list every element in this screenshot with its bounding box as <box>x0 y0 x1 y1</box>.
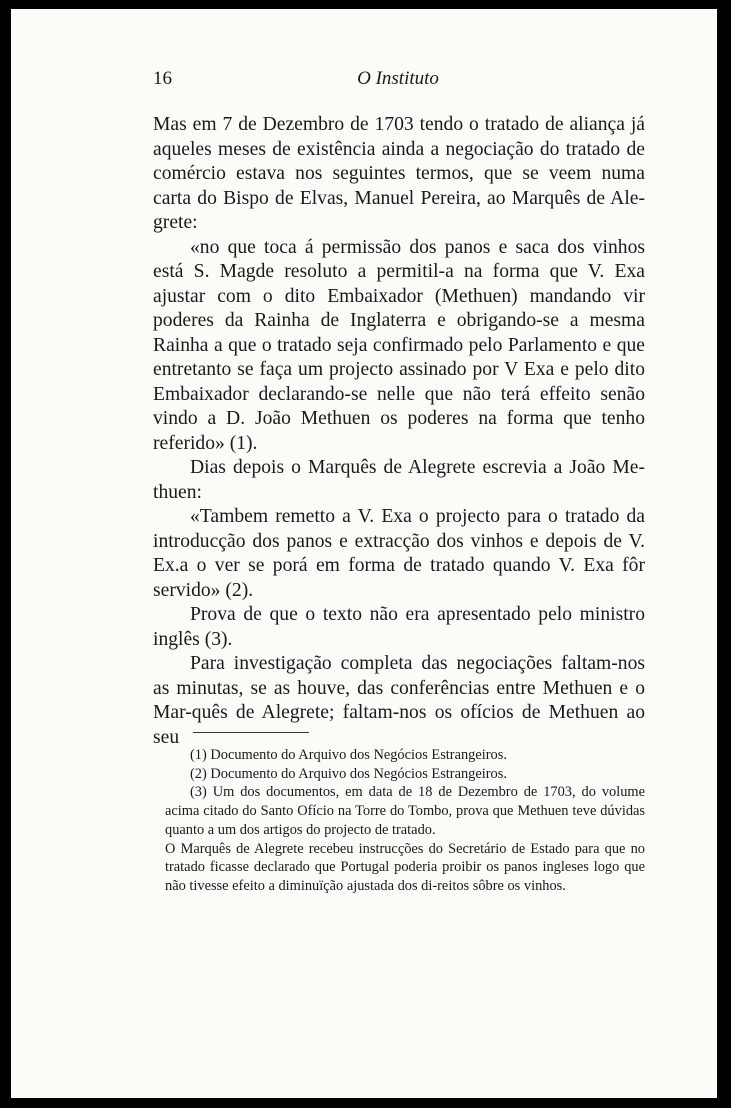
footnotes <box>165 746 645 896</box>
paragraph-5: Prova de que o texto não era apresentado pelo ministro inglês (3). <box>153 604 645 650</box>
footnote-3: (3) Um dos documentos, em data de 18 de Dezembro de 1703, do volume acima citado do Santo Ofício na Torre do Tombo, prova que Methuen teve dúvidas quanto a um dos artigos do projecto de tratado. <box>165 784 645 838</box>
paragraph-6: Para investigação completa das negociações faltam-nos as minutas, se as houve, das conferências entre Methuen e o Mar-quês de Alegrete; faltam-nos os ofícios de Methuen ao seu <box>153 653 645 748</box>
paragraph-1: Mas em 7 de Dezembro de 1703 tendo o tratado de aliança já aqueles meses de existência ainda a negociação do tratado de comércio estava nos seguintes termos, que se veem numa carta do Bispo de Elvas, Manuel Pereira, ao Marquês de Ale-grete: <box>153 114 645 233</box>
footnote-1: (1) Documento do Arquivo dos Negócios Estrangeiros. <box>190 747 507 763</box>
quote-letter-1: «no que toca á permissão dos panos e saca dos vinhos está S. Magde resoluto a permitil-a na forma que V. Exa ajustar com o dito Embaixador (Methuen) mandando vir poderes da Rainha de Inglaterra e obrigando-se a mesma Rainha a que o tratado seja confirmado pelo Parlamento e que entretanto se faça um projecto assinado por V Exa e pelo dito Embaixador declarando-se nelle que não terá effeito senão vindo a D. João Methuen os poderes na forma que tenho referido» (1). <box>153 236 645 454</box>
footnote-divider <box>193 732 309 733</box>
page-header <box>153 68 643 94</box>
footnote-2: (2) Documento do Arquivo dos Negócios Estrangeiros. <box>190 765 507 782</box>
page-number: 16 <box>153 68 172 89</box>
running-title: O Instituto <box>357 68 439 89</box>
footnote-3-continued: O Marquês de Alegrete recebeu instrucções do Secretário de Estado para que no tratado ficasse declarado que Portugal poderia proibir os panos ingleses logo que não tivesse efeito a diminuïção ajustada dos di-reitos sôbre os vinhos. <box>165 840 645 894</box>
paragraph-3: Dias depois o Marquês de Alegrete escrevia a João Me-thuen: <box>153 457 645 503</box>
quote-letter-2: «Tambem remetto a V. Exa o projecto para o tratado da introducção dos panos e extracção dos vinhos e depois de V. Ex.a o ver se porá em forma de tratado quando V. Exa fôr servido» (2). <box>153 506 645 601</box>
body-text <box>153 113 645 750</box>
